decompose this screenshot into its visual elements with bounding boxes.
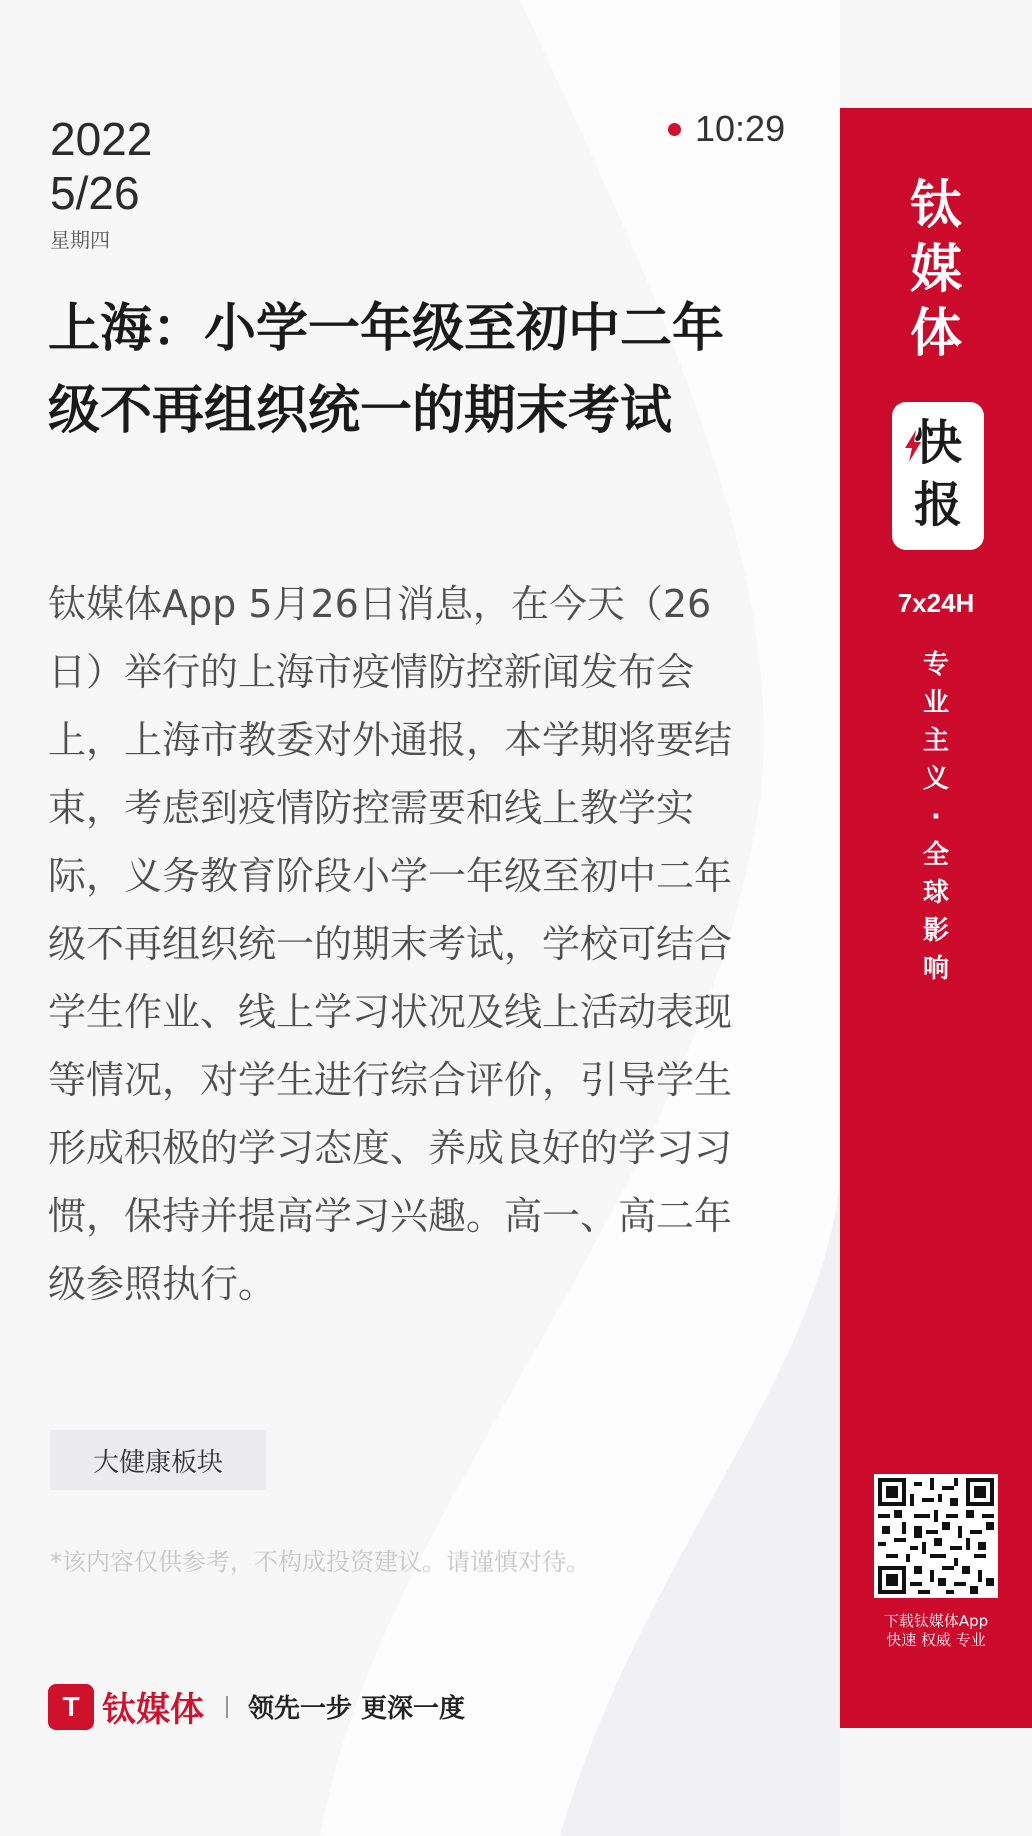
- brand-name: 钛媒体: [102, 1690, 204, 1730]
- brand-char: 媒: [909, 240, 962, 300]
- badge-7x24: 7x24H: [897, 588, 975, 618]
- headline: 上海：小学一年级至初中二年级不再组织统一的期末考试: [48, 299, 725, 441]
- qr-caption-line1: 下载钛媒体App: [883, 1612, 989, 1630]
- date-weekday: 星期四: [50, 228, 110, 252]
- slogan-char: ·: [931, 802, 941, 832]
- time-text: 10:29: [695, 108, 786, 149]
- kuaibao-badge: [892, 402, 984, 550]
- disclaimer: *该内容仅供参考，不构成投资建议。请谨慎对待。: [50, 1548, 590, 1576]
- slogan-char: 义: [922, 764, 949, 794]
- brand-vertical: [840, 174, 1032, 366]
- qr-caption-line2: 快速 权威 专业: [886, 1631, 986, 1649]
- slogan-char: 响: [922, 954, 949, 984]
- live-dot-icon: [668, 123, 681, 136]
- divider: [226, 1696, 228, 1718]
- category-tag[interactable]: 大健康板块: [50, 1430, 266, 1490]
- slogan-char: 业: [922, 688, 949, 718]
- article-body: 钛媒体App 5月26日消息，在今天（26日）举行的上海市疫情防控新闻发布会上，上海市教委对外通报，本学期将要结束，考虑到疫情防控需要和线上教学实际，义务教育阶段小学一年级至初中二年级不再组织统一的期末考试，学校可结合学生作业、线上学习状况及线上活动表现等情况，对学生进行综合评价，引导学生形成积极的学习态度、养成良好的学习习惯，保持并提高学习兴趣。高一、高二年级参照执行。: [48, 582, 733, 1306]
- qr-code-icon[interactable]: [874, 1474, 998, 1598]
- date-block: [50, 112, 152, 253]
- slogan-char: 影: [922, 916, 949, 946]
- slogan-char: 球: [922, 878, 949, 908]
- kuaibao-char: 快: [913, 415, 962, 471]
- time-block: [668, 108, 785, 150]
- kuaibao-char: 报: [913, 477, 962, 533]
- slogan-vertical: [840, 646, 1032, 988]
- brand-char: 钛: [909, 176, 962, 236]
- qr-caption: [840, 1612, 1032, 1650]
- footer-slogan: 领先一步 更深一度: [248, 1694, 466, 1724]
- date-year: 2022: [50, 113, 153, 165]
- side-panel: [840, 108, 1032, 1728]
- slogan-char: 主: [922, 726, 949, 756]
- slogan-char: 专: [922, 650, 949, 680]
- date-month-day: 5/26: [50, 167, 140, 219]
- brand-char: 体: [909, 304, 962, 364]
- slogan-char: 全: [922, 840, 949, 870]
- titanium-logo-icon: T: [48, 1684, 94, 1730]
- footer-logo: [48, 1682, 465, 1731]
